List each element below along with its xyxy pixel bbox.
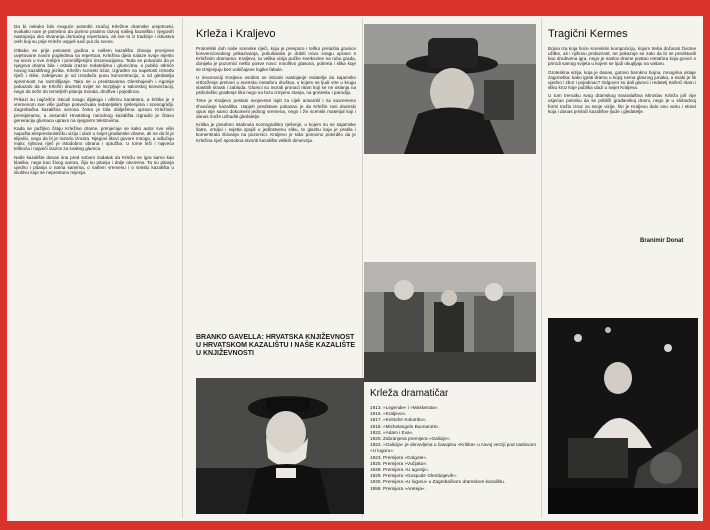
photo-man-with-hat <box>364 24 536 154</box>
chronology-entry: 1923. Premijera »Golgote«. <box>370 454 428 460</box>
photo-fair-scene <box>364 262 536 382</box>
right-heading: Tragični Kermes <box>548 28 628 40</box>
author-signature: Branimir Donat <box>640 238 684 244</box>
chronology-entry: 1917. »Kristofor Kolumbo«. <box>370 417 427 423</box>
photo-cavalier-image <box>196 378 364 514</box>
right-paragraph: Bojna Iza koja hoće scenskim kompoziciju, kojom treba dočarati životne užitke, ali i njihovu prolaznost, ne pokazuje se zato da bi se predstavili kao drudtvena igra, nego je naslov drame postao metafora koja govori o prirodi samog svijeta u kojem se ljudi okupljaju na vašaru. <box>548 46 696 67</box>
photo-stage-actress-image <box>548 318 698 514</box>
middle-text-column <box>196 46 356 328</box>
chronology-entry: 1922. »Adam i Eva«. <box>370 429 414 435</box>
photo-man-with-hat-image <box>364 24 536 154</box>
chronology-heading: Krleža dramatičar <box>370 388 449 399</box>
chronology-list <box>370 405 540 492</box>
right-red-border <box>703 0 710 530</box>
chronology-entry: 1958. Premijera »Areteja«. <box>370 485 426 491</box>
chronology-entry: 1929. Premijera »Gospode Glembajevih«. <box>370 473 458 479</box>
photo-cavalier <box>196 378 364 514</box>
middle-heading: Krleža i Kraljevo <box>196 28 276 40</box>
chronology-entry: 1925. Premijera »Vučjaka«. <box>370 460 428 466</box>
left-paragraph: Otkako se prije petnaest godina u našem kazalištu zbivaju promjene uvjetovane novim pogledima na repertoar, Krležina djela nalaze svoje mjesto na sceni u sve zrelijim i promišljenijim inscenacijama. Tada se pokazalo da je njegova drama bila i ostala izazov redateljima i glumcima, a publici otkriće novog kazališnog jezika. Krležin scenski izraz, izgrađen na napetosti između riječi i slike, zahtijevao je od izvođača punu koncentraciju, a od gledatelja spremnost na razmišljanje. Tako se u predstavama Glembajevih i Agonije pokazalo da se Krležin dramski svijet ne iscrpljuje u salonskoj konverzaciji, nego da seže do temeljnih pitanja morala, društva i pojedinca. <box>14 47 174 94</box>
left-paragraph: Naše kazalište danas ima pred sobom zadatak da Krležu ne igra samo kao klasika, nego kao živog autora, čija su pitanja i dalje otvorena. Ta su pitanja ujedno i pitanja o nama samima, o našem vremenu i o smislu kazališta u društvu koje se neprestano mijenja. <box>14 154 174 176</box>
left-paragraph: Prikazi su najčešće isticali snagu dijaloga i oštrinu karaktera, a kritika je s vremenom sve više pažnje posvećivala redateljskim rješenjima i scenografiji. Zagrebačka kazališna sezona često je bila obilježena upravo Krležinim premijerama, a ansambl Hrvatskog narodnog kazališta izgradio je čitavu generaciju glumaca upravo na njegovim tekstovima. <box>14 97 174 123</box>
photo-fair-scene-image <box>364 262 536 382</box>
chronology-entry: 1922. »Galicija« je obnovljena u časopisu »Kritika« u novoj verziji pod naslovom »U logoru«. <box>370 442 536 454</box>
fold-line-left <box>182 18 183 518</box>
gavella-caption: BRANKO GAVELLA: HRVATSKA KNJIŽEVNOST U HRVATSKOM KAZALIŠTU I NAŠE KAZALIŠTE U KNJIŽEVNOSTI <box>196 334 356 357</box>
fold-line-right <box>541 18 542 518</box>
bottom-red-border <box>0 521 710 530</box>
top-red-border <box>0 0 710 16</box>
chronology-entry: 1918. »Michelangelo Buonarotti«. <box>370 423 440 429</box>
right-paragraph: U tom trenutku svog dramskog stvaralaštva Miroslav Krleža još nije osjećao potrebu da se približi građanskoj drami, nego je u slobodnoj formi tražio izraz za svoje vizije, što je Kraljevu dalo onu vatru i strast koja i danas privlači kazališne ljude i gledatelje. <box>548 93 696 114</box>
middle-paragraph: Kritika je posebno istaknula scenografsko rješenje, u kojem su se sajamske šatre, vrtuljci i svjetla spojili u jedinstvenu sliku, te glazbu koja je pratila i komentirala zbivanja na pozornici. Kraljevo je tako ponovno potvrdilo da je Krležina riječ sposobna stvoriti kazalište velikih dimenzija. <box>196 122 356 143</box>
middle-paragraph: Time je Kraljevo postalo svojevrsni ispit za cijeli ansambl i za suvremeno shvaćanje kazališta. Uspjeh predstave pokazao je da Krležin rani dramski opus nije samo dokument jednog vremena, nego i živ scenski materijal koji i danas može uzbuditi gledatelje. <box>196 98 356 119</box>
middle-paragraph: Prokrelski duh naše scenske riječi, koja je presporo i teško prelazila granice konvencionalnog prikazivanja, pokušavala je dobiti novu snagu upravo s Krležinim dramama. Kraljevo, ta velika vizija pučke svetkovine na rubu grada, donijela je pozornici nešto posve novo: mnoštvo glasova, pokreta i slika koje se izmjenjuju bez uobičajene logike fabule. <box>196 46 356 72</box>
left-paragraph: Da bi nekako bilo moguće potvrditi značaj Krležine dramske umjetnosti, svakako nam je potrebno da pomno pratimo razvoj našeg kazališta i njegovih nastojanja oko stvaranja domaćeg repertoara, ali sve to iz tradicije i iskustva onih koji su prije Krleže uspjeli naći put do scene. <box>14 24 174 45</box>
chronology-entry: 1913. »Legende« i »Maskerata«. <box>370 405 439 410</box>
right-paragraph: Groteskna vizija, koja je danas, gotovo barokno bujna, mnogima ostaje zagonetka: kako igrati dramu u kojoj nema glavnog junaka, a svaki je lik ujedno i zbor i pojedinac? Odgovor su dali glumci i redatelj tražeći ritam i sliku kroz koje publika ulazi u svijet Kraljeva. <box>548 69 696 91</box>
chronology-entry: 1915. »Kraljevo«. <box>370 411 407 417</box>
chronology-entry: 1920. Zabranjena premijera »Galicije«. <box>370 436 451 442</box>
left-red-border <box>0 0 7 530</box>
left-paragraph: Kada se pažljivo čitaju Krležine drame, primjećuje se kako autor sve više napušta ekspresionističku viziju i ulazi u svijet građanske drame, ali ne da bi je slijedio, nego da bi je razorio iznutra. Njegovi likovi govore mnogo, a odlučuju malo; njihova riječ je istodobno obrana i optužba. U tome leži i najveća teškoća i najveći izazov za svakog glumca. <box>14 125 174 152</box>
chronology-entry: 1930. Premijera »U logoru« u Zagrebačkom dramskom kazalištu. <box>370 479 506 485</box>
right-text-column <box>548 46 696 232</box>
photo-stage-actress <box>548 318 698 514</box>
chronology-entry: 1928. Premijera »U agoniji«. <box>370 467 430 473</box>
left-text-column <box>14 24 174 516</box>
middle-paragraph: U inscenaciji Kraljeva osobito se isticalo nastojanje redatelja da sajamsko vrtlozženje pretvori u scensku metaforu društva, u kojem se ljudi vrte u krugu vlastitih strasti i zabluda. Glumci su morali pronaći ritam koji se ne oslanja na psihološko građenje lika nego na brzu izmjenu stanja, na grotesku i parodiju. <box>196 74 356 96</box>
